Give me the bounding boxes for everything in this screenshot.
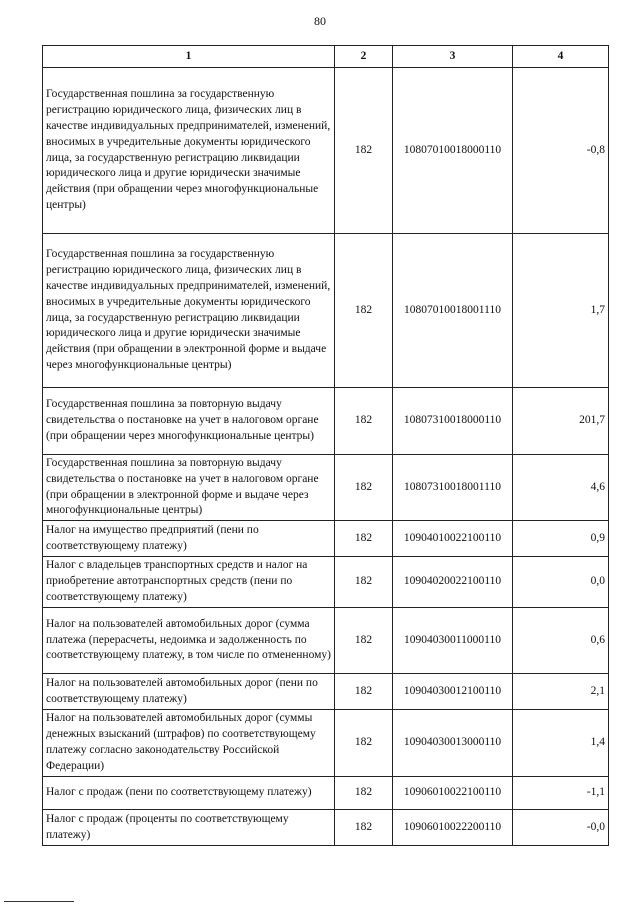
row-name: Налог с продаж (проценты по соответствующему платежу) <box>43 810 335 846</box>
row-admin-code: 182 <box>335 455 393 521</box>
row-value: 1,4 <box>513 710 609 777</box>
row-kbk-code: 10807310018000110 <box>393 388 513 455</box>
row-admin-code: 182 <box>335 557 393 608</box>
table-row <box>43 521 609 557</box>
table-row <box>43 68 609 234</box>
row-kbk-code: 10906010022200110 <box>393 810 513 846</box>
row-kbk-code: 10904020022100110 <box>393 557 513 608</box>
row-name: Налог на пользователей автомобильных дорог (сумма платежа (перерасчеты, недоимка и задолженность по соответствующему платежу, в том числе по отмененному) <box>43 608 335 674</box>
row-admin-code: 182 <box>335 608 393 674</box>
row-admin-code: 182 <box>335 388 393 455</box>
table-row <box>43 777 609 810</box>
row-name: Государственная пошлина за повторную выдачу свидетельства о постановке на учет в налоговом органе (при обращении в электронной форме и выдаче через многофункциональные центры) <box>43 455 335 521</box>
row-admin-code: 182 <box>335 777 393 810</box>
row-kbk-code: 10807010018001110 <box>393 234 513 388</box>
row-admin-code: 182 <box>335 674 393 710</box>
row-value: -0,0 <box>513 810 609 846</box>
row-value: 4,6 <box>513 455 609 521</box>
header-col-1: 1 <box>43 46 335 68</box>
row-kbk-code: 10904030011000110 <box>393 608 513 674</box>
row-value: -1,1 <box>513 777 609 810</box>
row-name: Государственная пошлина за повторную выдачу свидетельства о постановке на учет в налоговом органе (при обращении через многофункциональные центры) <box>43 388 335 455</box>
row-name: Налог на имущество предприятий (пени по соответствующему платежу) <box>43 521 335 557</box>
row-value: 1,7 <box>513 234 609 388</box>
table-row <box>43 710 609 777</box>
header-col-3: 3 <box>393 46 513 68</box>
table-row <box>43 455 609 521</box>
row-name: Государственная пошлина за государственную регистрацию юридического лица, физических лиц в качестве индивидуальных предпринимателей, изменений, вносимых в учредительные документы юридического лица, за государственную регистрацию ликвидации юридического лица и другие юридически значимые действия (при обращении через многофункциональные центры) <box>43 68 335 234</box>
row-admin-code: 182 <box>335 234 393 388</box>
bottom-rule <box>4 901 74 902</box>
row-name: Налог с владельцев транспортных средств и налог на приобретение автотранспортных средств (пени по соответствующему платежу) <box>43 557 335 608</box>
table-row <box>43 674 609 710</box>
row-value: 0,6 <box>513 608 609 674</box>
row-value: -0,8 <box>513 68 609 234</box>
table-header-row <box>43 46 609 68</box>
table-row <box>43 388 609 455</box>
row-name: Налог на пользователей автомобильных дорог (пени по соответствующему платежу) <box>43 674 335 710</box>
row-kbk-code: 10904010022100110 <box>393 521 513 557</box>
table-row <box>43 234 609 388</box>
table-row <box>43 810 609 846</box>
row-name: Налог с продаж (пени по соответствующему платежу) <box>43 777 335 810</box>
header-col-2: 2 <box>335 46 393 68</box>
row-admin-code: 182 <box>335 68 393 234</box>
row-name: Налог на пользователей автомобильных дорог (суммы денежных взысканий (штрафов) по соответствующему платежу согласно законодательству Российской Федерации) <box>43 710 335 777</box>
row-kbk-code: 10807010018000110 <box>393 68 513 234</box>
budget-table <box>42 45 609 846</box>
table-row <box>43 557 609 608</box>
row-kbk-code: 10904030013000110 <box>393 710 513 777</box>
page-number: 80 <box>314 14 326 28</box>
row-value: 201,7 <box>513 388 609 455</box>
row-kbk-code: 10906010022100110 <box>393 777 513 810</box>
row-admin-code: 182 <box>335 810 393 846</box>
row-admin-code: 182 <box>335 521 393 557</box>
row-value: 0,0 <box>513 557 609 608</box>
row-kbk-code: 10807310018001110 <box>393 455 513 521</box>
row-value: 0,9 <box>513 521 609 557</box>
row-value: 2,1 <box>513 674 609 710</box>
header-col-4: 4 <box>513 46 609 68</box>
row-admin-code: 182 <box>335 710 393 777</box>
row-name: Государственная пошлина за государственную регистрацию юридического лица, физических лиц в качестве индивидуальных предпринимателей, изменений, вносимых в учредительные документы юридического лица, за государственную регистрацию ликвидации юридического лица и другие юридически значимые действия (при обращении в электронной форме и выдаче через многофункциональные центры) <box>43 234 335 388</box>
table-row <box>43 608 609 674</box>
row-kbk-code: 10904030012100110 <box>393 674 513 710</box>
